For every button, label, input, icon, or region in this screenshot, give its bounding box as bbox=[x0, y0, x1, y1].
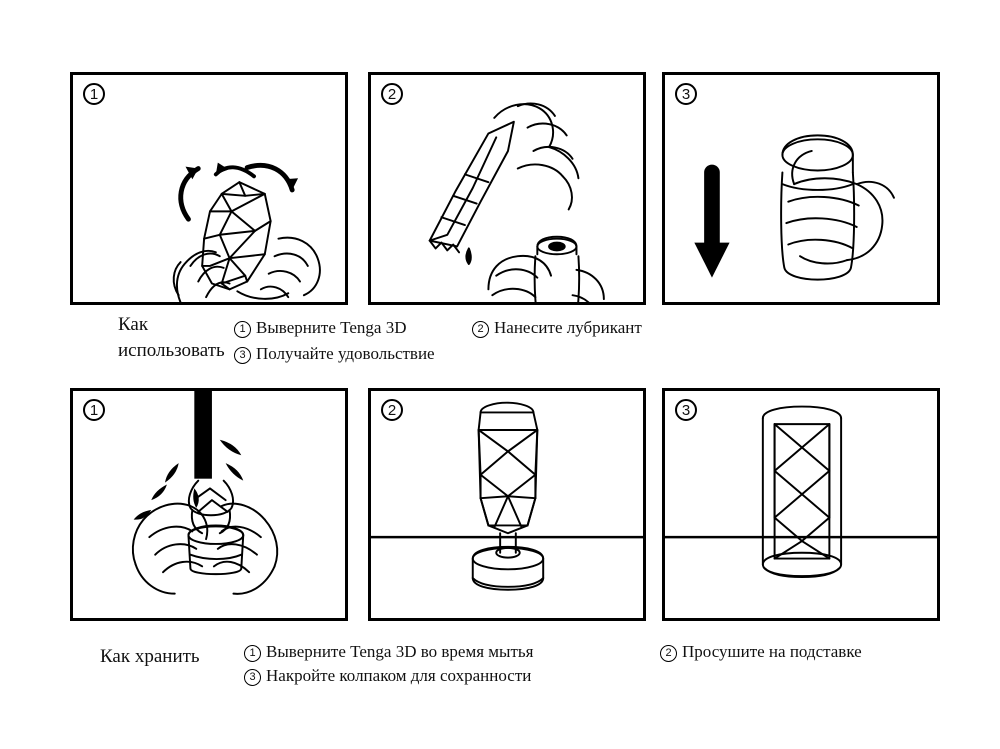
panel-badge: 1 bbox=[83, 399, 105, 421]
panel-badge: 1 bbox=[83, 83, 105, 105]
illustration-drying-on-stand bbox=[371, 391, 643, 618]
caption-text: Просушите на подставке bbox=[682, 642, 862, 661]
illustration-cap-over-sleeve bbox=[665, 391, 937, 618]
caption-number: 1 bbox=[234, 321, 251, 338]
caption-number: 2 bbox=[660, 645, 677, 662]
panel-badge: 3 bbox=[675, 83, 697, 105]
panel-store-1 bbox=[70, 388, 348, 621]
section-title-how-to-store bbox=[100, 644, 200, 670]
panel-store-2 bbox=[368, 388, 646, 621]
panel-use-3 bbox=[662, 72, 940, 305]
caption-text: Накройте колпаком для сохранности bbox=[266, 666, 532, 685]
caption-text: Выверните Tenga 3D bbox=[256, 318, 407, 337]
panel-use-2 bbox=[368, 72, 646, 305]
caption-number: 3 bbox=[234, 347, 251, 364]
caption-use-1 bbox=[234, 316, 406, 340]
caption-store-3 bbox=[244, 664, 531, 688]
section-title-text: Как хранить bbox=[100, 646, 200, 667]
illustration-hand-squeezing-lubricant bbox=[371, 75, 643, 302]
caption-number: 2 bbox=[472, 321, 489, 338]
caption-text: Выверните Tenga 3D во время мытья bbox=[266, 642, 534, 661]
caption-use-3 bbox=[234, 342, 435, 366]
illustration-hands-turning-sleeve-inside-out bbox=[73, 75, 345, 302]
caption-use-2 bbox=[472, 316, 642, 340]
panel-use-1 bbox=[70, 72, 348, 305]
illustration-washing-sleeve bbox=[73, 391, 345, 618]
section-title-line1: Как bbox=[118, 314, 149, 335]
caption-number: 3 bbox=[244, 669, 261, 686]
caption-text: Нанесите лубрикант bbox=[494, 318, 642, 337]
caption-store-1 bbox=[244, 640, 533, 664]
section-title-line2: использовать bbox=[118, 340, 225, 361]
panel-badge: 2 bbox=[381, 399, 403, 421]
panel-store-3 bbox=[662, 388, 940, 621]
panel-badge: 2 bbox=[381, 83, 403, 105]
caption-text: Получайте удовольствие bbox=[256, 344, 435, 363]
panel-badge: 3 bbox=[675, 399, 697, 421]
illustration-hand-stroking-device bbox=[665, 75, 937, 302]
caption-number: 1 bbox=[244, 645, 261, 662]
caption-store-2 bbox=[660, 640, 862, 664]
